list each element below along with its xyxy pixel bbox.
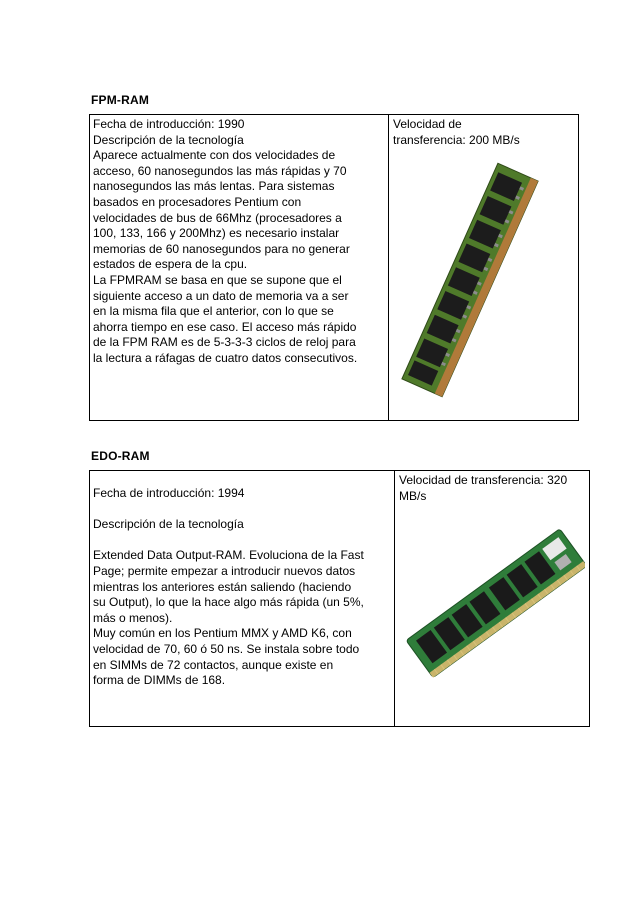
edo-ram-speed-line: Velocidad de transferencia: 320 [399, 473, 568, 487]
section-title-fpm-ram: FPM-RAM [91, 93, 150, 107]
fpm-ram-line: 100, 133, 166 y 200Mhz) es necesario instalar [93, 226, 340, 241]
edo-ram-speed-line: MB/s [399, 488, 427, 503]
fpm-ram-description-cell [90, 115, 389, 421]
section-title-edo-ram: EDO-RAM [91, 449, 150, 463]
edo-ram-line: su Output), lo que la hace algo más rápida (un 5%, [93, 595, 364, 610]
fpm-ram-module-image [390, 160, 550, 400]
fpm-ram-fecha: Fecha de introducción: 1990 [93, 117, 245, 131]
fpm-ram-descripcion-label: Descripción de la tecnología [93, 132, 244, 147]
edo-ram-line: más o menos). [93, 610, 173, 625]
edo-ram-fecha: Fecha de introducción: 1994 [93, 486, 245, 500]
edo-ram-line: velocidad de 70, 60 ó 50 ns. Se instala sobre todo [93, 641, 360, 656]
edo-ram-descripcion-label: Descripción de la tecnología [93, 517, 244, 532]
fpm-ram-line: la lectura a ráfagas de cuatro datos consecutivos. [93, 350, 358, 365]
edo-ram-line: Muy común en los Pentium MMX y AMD K6, con [93, 626, 352, 641]
edo-ram-line: forma de DIMMs de 168. [93, 673, 226, 688]
fpm-ram-line: Aparece actualmente con dos velocidades de [93, 148, 336, 163]
edo-ram-line: Extended Data Output-RAM. Evoluciona de la Fast [93, 548, 364, 563]
fpm-ram-line: nanosegundos las más lentas. Para sistemas [93, 179, 335, 194]
fpm-ram-line: estados de espera de la cpu. [93, 257, 248, 272]
fpm-ram-line: La FPMRAM se basa en que se supone que el [93, 272, 342, 287]
edo-ram-line: mientras los anteriores están saliendo (haciendo [93, 579, 352, 594]
fpm-ram-line: de la FPM RAM es de 5-3-3-3 ciclos de reloj para [93, 335, 356, 350]
fpm-ram-line: basados en procesadores Pentium con [93, 194, 302, 209]
fpm-ram-line: velocidades de bus de 66Mhz (procesadores a [93, 210, 342, 225]
fpm-ram-speed-line: Velocidad de [393, 117, 462, 131]
edo-ram-description-cell [90, 471, 395, 727]
fpm-ram-line: memorias de 60 nanosegundos para no generar [93, 241, 350, 256]
edo-ram-line: en SIMMs de 72 contactos, aunque existe en [93, 657, 334, 672]
fpm-ram-line: acceso, 60 nanosegundos las más rápidas y 70 [93, 163, 347, 178]
fpm-ram-speed-line: transferencia: 200 MB/s [393, 132, 520, 147]
edo-ram-module-image [405, 508, 585, 698]
fpm-ram-line: siguiente acceso a un dato de memoria va a ser [93, 288, 349, 303]
edo-ram-line: Page; permite empezar a introducir nuevos datos [93, 563, 356, 578]
fpm-ram-line: ahorra tiempo en ese caso. El acceso más rápido [93, 319, 357, 334]
fpm-ram-line: en la misma fila que el anterior, con lo que se [93, 304, 334, 319]
